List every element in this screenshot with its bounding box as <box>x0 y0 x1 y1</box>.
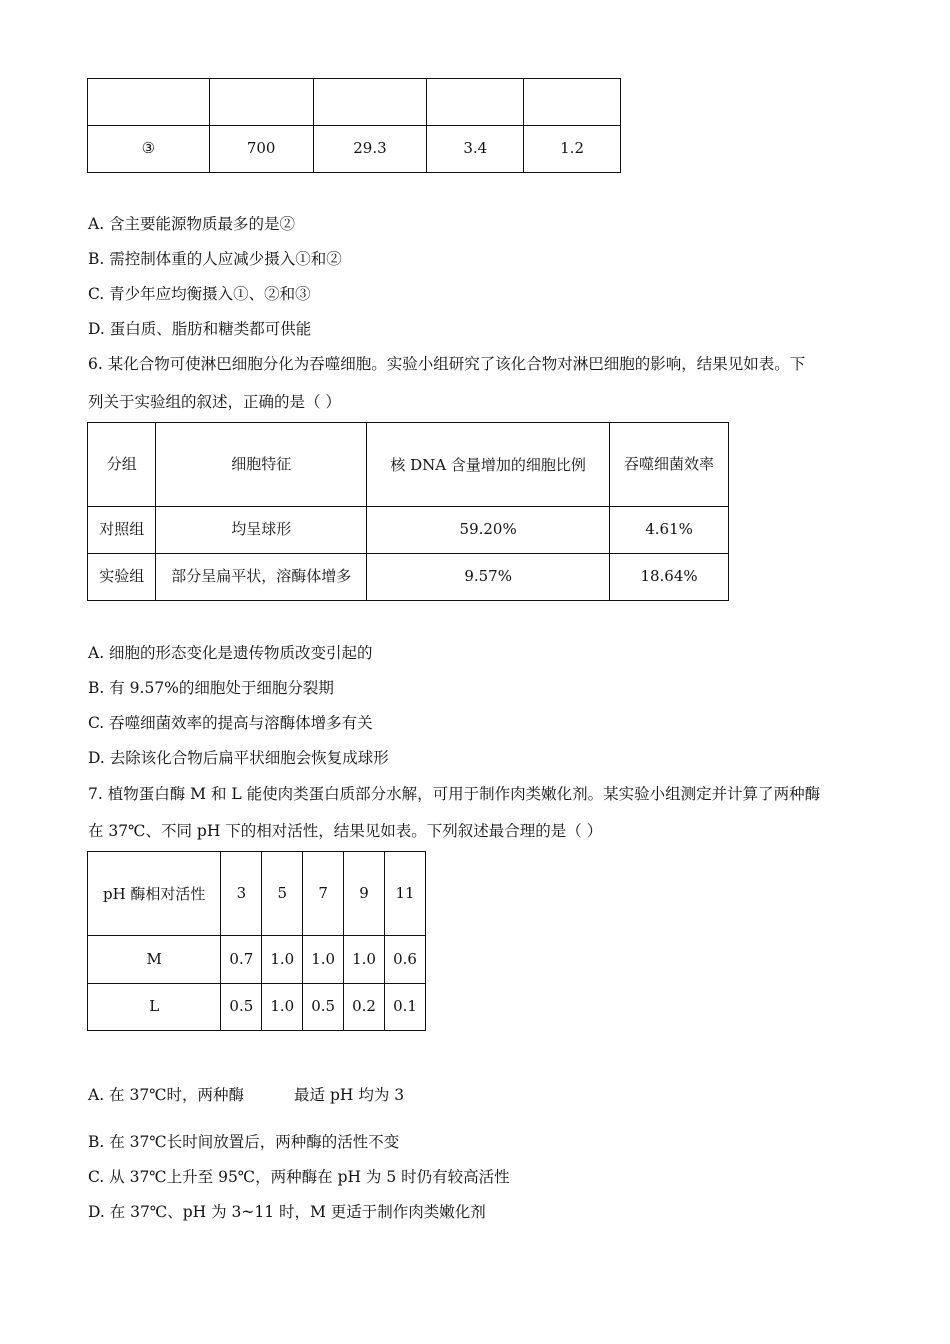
table-cell: L <box>88 984 221 1031</box>
q7-option-c: C. 从 37℃上升至 95℃，两种酶在 pH 为 5 时仍有较高活性 <box>88 1168 510 1186</box>
table-row <box>88 984 426 1031</box>
table-header-row <box>88 852 426 936</box>
table-cell: 0.1 <box>385 984 426 1031</box>
table-cell: 均呈球形 <box>156 507 367 554</box>
table-header-cell: 5 <box>262 852 303 936</box>
table-cell: 部分呈扁平状，溶酶体增多 <box>156 554 367 601</box>
table-cell <box>209 79 313 126</box>
q5-option-d: D. 蛋白质、脂肪和糖类都可供能 <box>88 320 312 338</box>
table-cell: 4.61% <box>610 507 729 554</box>
q5-option-b: B. 需控制体重的人应减少摄入①和② <box>88 250 342 268</box>
table-cell: 实验组 <box>88 554 156 601</box>
q7-option-d: D. 在 37℃、pH 为 3~11 时，M 更适于制作肉类嫩化剂 <box>88 1203 486 1221</box>
table-row <box>88 936 426 984</box>
q7-table <box>87 851 426 1031</box>
q6-table <box>87 422 729 601</box>
table-row <box>88 79 621 126</box>
table-header-cell: 吞噬细菌效率 <box>610 423 729 507</box>
q7-option-a <box>88 1083 404 1105</box>
table-cell: 对照组 <box>88 507 156 554</box>
nutrient-table <box>87 78 621 173</box>
table-cell: 0.7 <box>221 936 262 984</box>
table-cell: 0.5 <box>303 984 344 1031</box>
table-header-cell: 3 <box>221 852 262 936</box>
q7-option-a-part2: 最适 pH 均为 3 <box>294 1086 405 1104</box>
table-cell: 700 <box>209 126 313 173</box>
table-cell: 1.0 <box>262 984 303 1031</box>
table-header-cell: 核 DNA 含量增加的细胞比例 <box>367 423 610 507</box>
q7-option-b: B. 在 37℃长时间放置后，两种酶的活性不变 <box>88 1133 400 1151</box>
q7-option-a-part1: A. 在 37℃时，两种酶 <box>88 1086 245 1104</box>
table-cell <box>524 79 621 126</box>
q6-option-a: A. 细胞的形态变化是遗传物质改变引起的 <box>88 644 373 662</box>
table-header-cell: 11 <box>385 852 426 936</box>
table-cell <box>427 79 524 126</box>
table-row <box>88 507 729 554</box>
q6-stem-line1: 6. 某化合物可使淋巴细胞分化为吞噬细胞。实验小组研究了该化合物对淋巴细胞的影响，结果见如表。下 <box>88 355 806 373</box>
table-cell: 1.0 <box>303 936 344 984</box>
table-cell: M <box>88 936 221 984</box>
table-cell: 0.5 <box>221 984 262 1031</box>
table-cell: 1.2 <box>524 126 621 173</box>
q6-option-d: D. 去除该化合物后扁平状细胞会恢复成球形 <box>88 749 389 767</box>
table-cell: 1.0 <box>262 936 303 984</box>
table-cell: 9.57% <box>367 554 610 601</box>
table-cell <box>313 79 427 126</box>
q6-option-c: C. 吞噬细菌效率的提高与溶酶体增多有关 <box>88 714 373 732</box>
table-header-cell: 分组 <box>88 423 156 507</box>
table-header-row <box>88 423 729 507</box>
table-header-cell: 9 <box>344 852 385 936</box>
q7-stem-line1: 7. 植物蛋白酶 M 和 L 能使肉类蛋白质部分水解，可用于制作肉类嫩化剂。某实验小组测定并计算了两种酶 <box>88 785 821 803</box>
table-cell: 18.64% <box>610 554 729 601</box>
table-cell: 1.0 <box>344 936 385 984</box>
q6-stem-line2: 列关于实验组的叙述，正确的是（ ） <box>88 393 341 411</box>
table-cell: 29.3 <box>313 126 427 173</box>
table-cell: ③ <box>88 126 210 173</box>
table-header-cell: 7 <box>303 852 344 936</box>
table-cell: 0.6 <box>385 936 426 984</box>
q6-option-b: B. 有 9.57%的细胞处于细胞分裂期 <box>88 679 334 697</box>
table-cell: 3.4 <box>427 126 524 173</box>
table-corner-cell: pH 酶相对活性 <box>88 852 221 936</box>
q7-stem-line2: 在 37℃、不同 pH 下的相对活性，结果见如表。下列叙述最合理的是（ ） <box>88 822 603 840</box>
table-cell: 0.2 <box>344 984 385 1031</box>
table-header-cell: 细胞特征 <box>156 423 367 507</box>
table-cell: 59.20% <box>367 507 610 554</box>
q5-option-a: A. 含主要能源物质最多的是② <box>88 215 296 233</box>
q5-option-c: C. 青少年应均衡摄入①、②和③ <box>88 285 311 303</box>
table-row <box>88 126 621 173</box>
table-row <box>88 554 729 601</box>
table-cell <box>88 79 210 126</box>
